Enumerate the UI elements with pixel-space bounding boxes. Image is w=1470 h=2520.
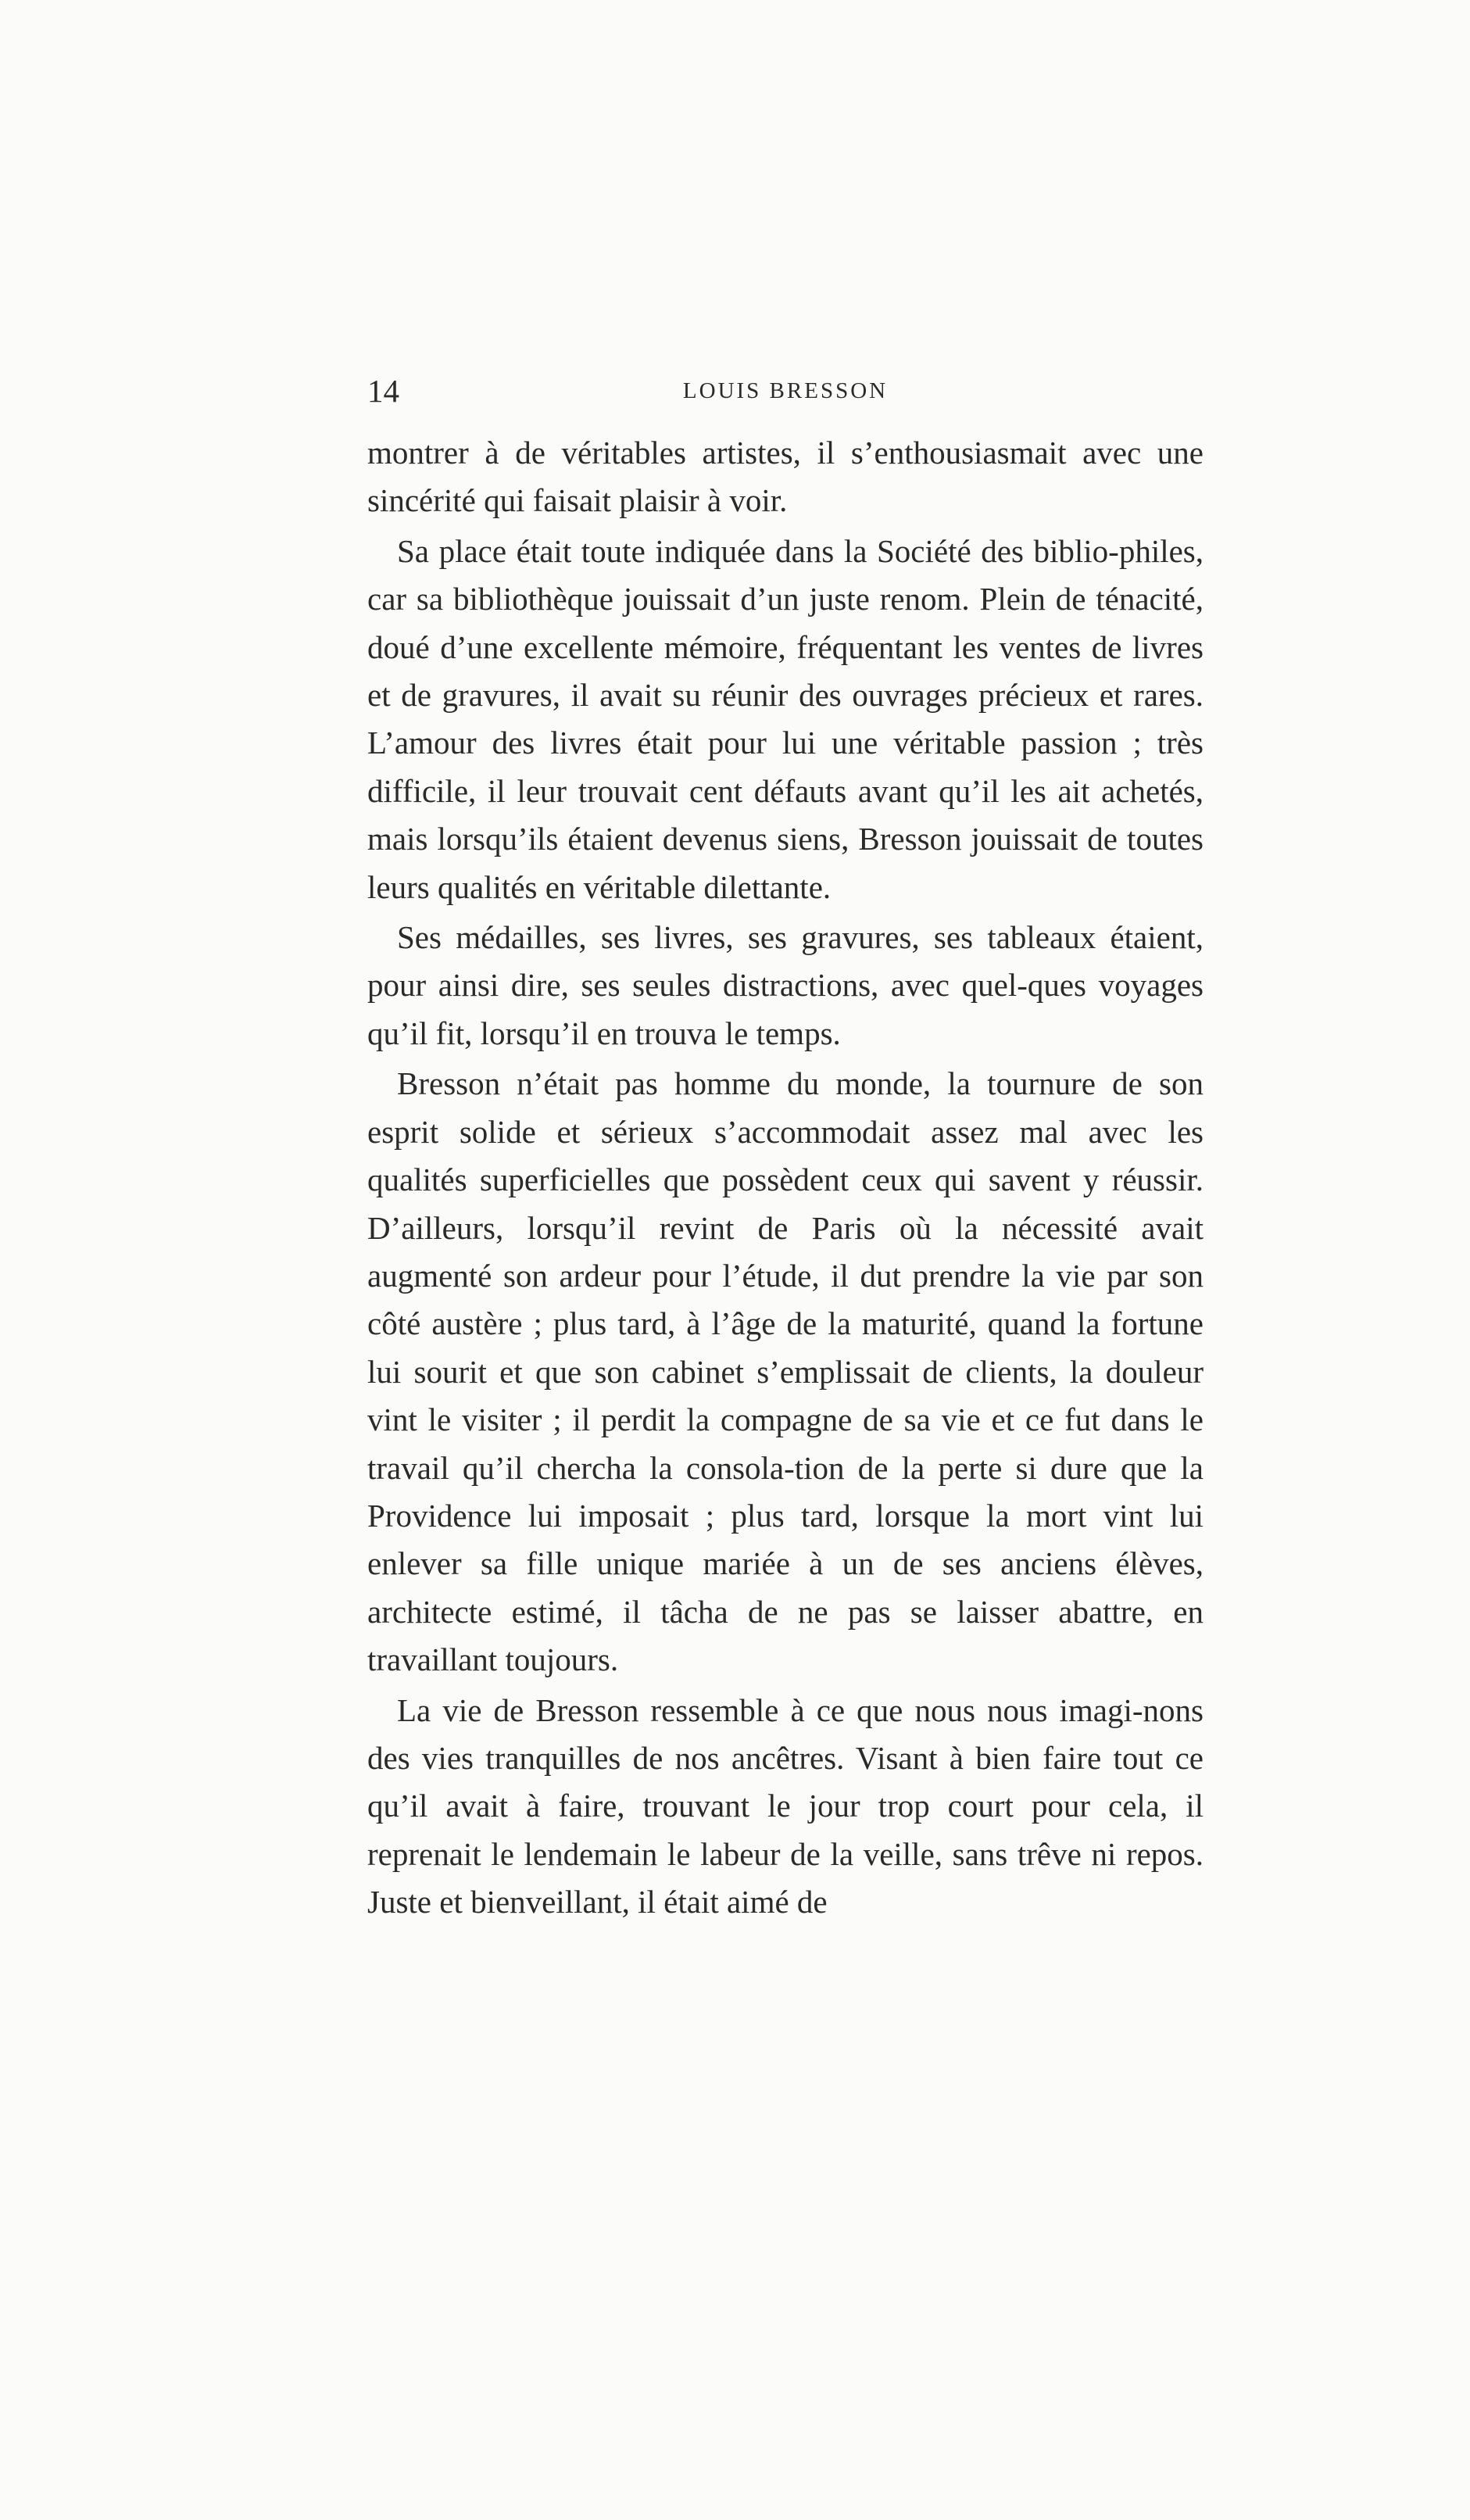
paragraph-character: Bresson n’était pas homme du monde, la tournure de son esprit solide et sérieux s’accommodait assez mal avec les qualités superficielles que possèdent ceux qui savent y réussir. D’ailleurs, lorsqu’il revint de Paris où la nécessité avait augmenté son ardeur pour l’étude, il dut prendre la vie par son côté austère ; plus tard, à l’âge de la maturité, quand la fortune lui sourit et que son cabinet s’emplissait de clients, la douleur vint le visiter ; il perdit la compagne de sa vie et ce fut dans le travail qu’il chercha la consola-tion de la perte si dure que la Providence lui imposait ; plus tard, lorsque la mort vint lui enlever sa fille unique mariée à un de ses anciens élèves, architecte estimé, il tâcha de ne pas se laisser abattre, en travaillant toujours.: [367, 1065, 1204, 1678]
paragraph-distractions: Ses médailles, ses livres, ses gravures, ses tableaux étaient, pour ainsi dire, ses seules distractions, avec quel-ques voyages qu’il fit, lorsqu’il en trouva le temps.: [367, 919, 1204, 1051]
paragraph-life: La vie de Bresson ressemble à ce que nous nous imagi-nons des vies tranquilles de nos ancêtres. Visant à bien faire tout ce qu’il avait à faire, trouvant le jour trop court pour cela, il reprenait le lendemain le labeur de la veille, sans trêve ni repos. Juste et bienveillant, il était aimé de: [367, 1691, 1204, 1920]
page-header: [367, 367, 1204, 414]
running-title: LOUIS BRESSON: [682, 378, 889, 403]
page-number: 14: [367, 373, 399, 409]
body-text: [367, 429, 1204, 1927]
paragraph-bibliophiles: Sa place était toute indiquée dans la Société des biblio-philes, car sa bibliothèque jouissait d’un juste renom. Plein de ténacité, doué d’une excellente mémoire, fréquentant les ventes de livres et de gravures, il avait su réunir des ouvrages précieux et rares. L’amour des livres était pour lui une véritable passion ; très difficile, il leur trouvait cent défauts avant qu’il les ait achetés, mais lorsqu’ils étaient devenus siens, Bresson jouissait de toutes leurs qualités en véritable dilettante.: [367, 532, 1204, 905]
paragraph-continuation: montrer à de véritables artistes, il s’enthousiasmait avec une sincérité qui faisait plaisir à voir.: [367, 435, 1204, 519]
